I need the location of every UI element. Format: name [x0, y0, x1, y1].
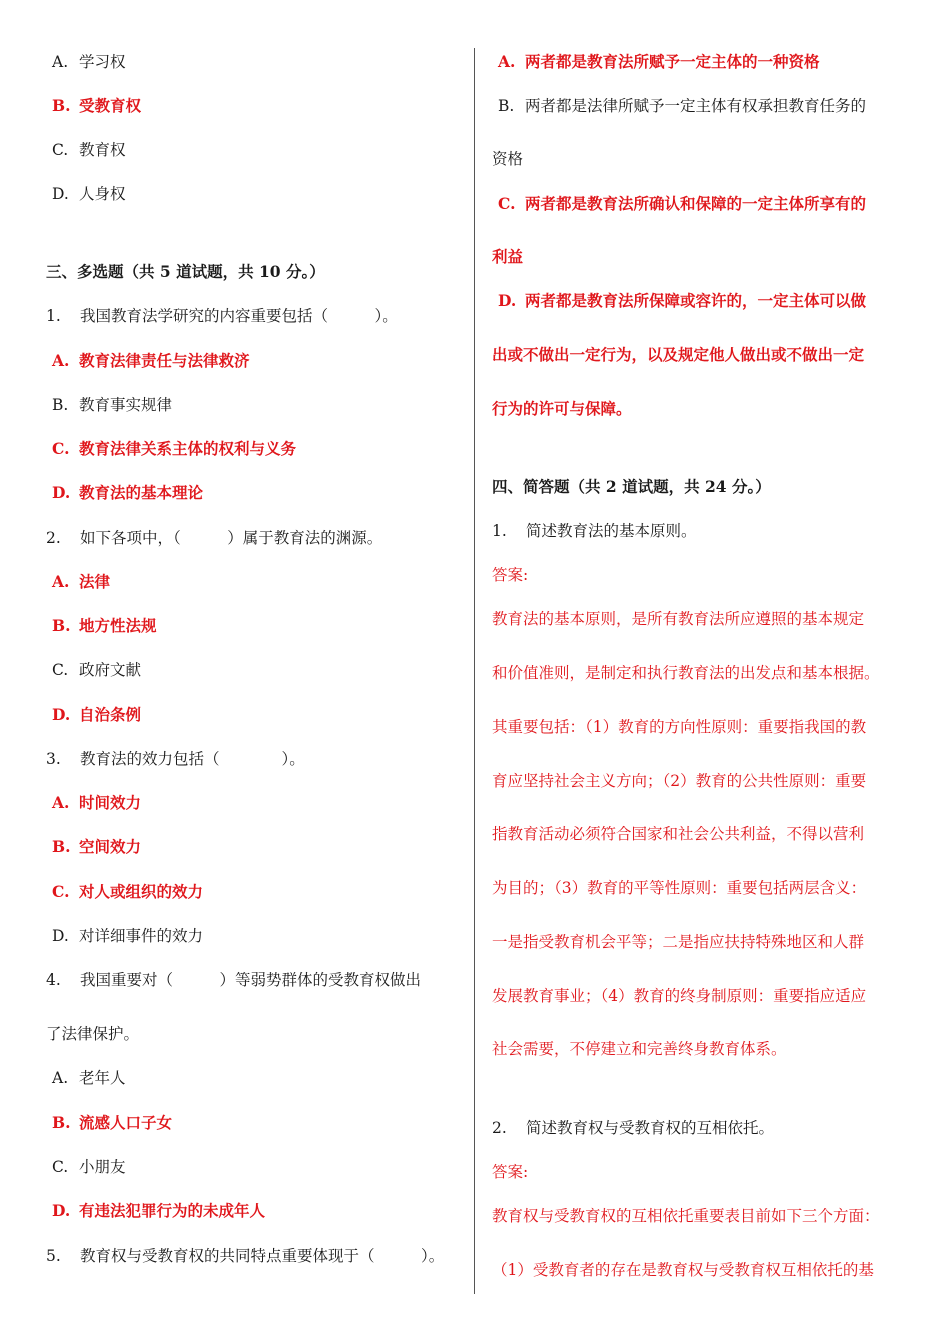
- q4-option-a[interactable]: A. 老年人: [52, 1069, 126, 1087]
- q1-option-c[interactable]: C. 教育法律关系主体的权利与义务: [52, 439, 297, 458]
- option-b-correct[interactable]: B. 受教育权: [52, 96, 142, 115]
- answer-1-line: 社会需要，不停建立和完善终身教育体系。: [492, 1040, 787, 1058]
- answer-2-line: 教育权与受教育权的互相依托重要表目前如下三个方面：: [492, 1207, 880, 1225]
- answer-1-line: 育应坚持社会主义方向；（2）教育的公共性原则：重要: [492, 772, 867, 790]
- q2-option-c[interactable]: C. 政府文献: [52, 661, 142, 679]
- q2-option-b[interactable]: B. 地方性法规: [52, 616, 157, 635]
- question-5: 5. 教育权与受教育权的共同特点重要体现于（ ）。: [46, 1247, 445, 1265]
- short-question-1: 1. 简述教育法的基本原则。: [492, 522, 697, 540]
- q4-option-b[interactable]: B. 流感人口子女: [52, 1113, 173, 1132]
- question-2: 2. 如下各项中，（ ）属于教育法的渊源。: [46, 529, 383, 547]
- q5-option-c-continued: 利益: [492, 247, 524, 266]
- q4-option-d[interactable]: D. 有违法犯罪行为的未成年人: [52, 1201, 266, 1220]
- right-column: [492, 0, 914, 1344]
- q3-option-c[interactable]: C. 对人或组织的效力: [52, 882, 204, 901]
- column-divider: [474, 48, 475, 1294]
- q1-option-a[interactable]: A. 教育法律责任与法律救济: [52, 351, 250, 370]
- answer-label-1: 答案:: [492, 566, 529, 584]
- answer-2-line: （1）受教育者的存在是教育权与受教育权互相依托的基: [492, 1261, 874, 1279]
- q5-option-c[interactable]: C. 两者都是教育法所确认和保障的一定主体所享有的: [498, 194, 867, 213]
- option-d[interactable]: D. 人身权: [52, 185, 126, 203]
- q3-option-d[interactable]: D. 对详细事件的效力: [52, 927, 204, 945]
- question-1: 1. 我国教育法学研究的内容重要包括（ ）。: [46, 307, 398, 325]
- q2-option-d[interactable]: D. 自治条例: [52, 705, 142, 724]
- question-4: 4. 我国重要对（ ）等弱势群体的受教育权做出: [46, 971, 422, 989]
- q1-option-b[interactable]: B. 教育事实规律: [52, 396, 173, 414]
- q5-option-b-continued: 资格: [492, 150, 524, 168]
- q5-option-b[interactable]: B. 两者都是法律所赋予一定主体有权承担教育任务的: [498, 97, 867, 115]
- answer-1-line: 一是指受教育机会平等；二是指应扶持特殊地区和人群: [492, 933, 865, 951]
- q5-option-d-continued-2: 行为的许可与保障。: [492, 399, 632, 418]
- section-heading-short-answer: 四、简答题（共 2 道试题，共 24 分。）: [492, 477, 771, 496]
- q5-option-d[interactable]: D. 两者都是教育法所保障或容许的，一定主体可以做: [498, 291, 867, 310]
- left-column: [46, 0, 466, 1344]
- short-question-2: 2. 简述教育权与受教育权的互相依托。: [492, 1119, 775, 1137]
- q3-option-b[interactable]: B. 空间效力: [52, 837, 142, 856]
- answer-1-line: 教育法的基本原则，是所有教育法所应遵照的基本规定: [492, 610, 865, 628]
- answer-1-line: 为目的；（3）教育的平等性原则：重要包括两层含义：: [492, 879, 867, 897]
- answer-1-line: 和价值准则，是制定和执行教育法的出发点和基本根据。: [492, 664, 880, 682]
- answer-1-line: 发展教育事业；（4）教育的终身制原则：重要指应适应: [492, 987, 867, 1005]
- answer-1-line: 指教育活动必须符合国家和社会公共利益，不得以营利: [492, 825, 865, 843]
- answer-label-2: 答案:: [492, 1163, 529, 1181]
- question-4-continued: 了法律保护。: [46, 1025, 140, 1043]
- q3-option-a[interactable]: A. 时间效力: [52, 793, 142, 812]
- q4-option-c[interactable]: C. 小朋友: [52, 1158, 126, 1176]
- section-heading-multiple-choice: 三、多选题（共 5 道试题，共 10 分。）: [46, 262, 325, 281]
- q2-option-a[interactable]: A. 法律: [52, 572, 111, 591]
- option-a[interactable]: A. 学习权: [52, 53, 126, 71]
- q5-option-d-continued-1: 出或不做出一定行为，以及规定他人做出或不做出一定: [492, 345, 865, 364]
- answer-1-line: 其重要包括：（1）教育的方向性原则：重要指我国的教: [492, 718, 867, 736]
- q5-option-a[interactable]: A. 两者都是教育法所赋予一定主体的一种资格: [498, 52, 820, 71]
- q1-option-d[interactable]: D. 教育法的基本理论: [52, 483, 204, 502]
- question-3: 3. 教育法的效力包括（ ）。: [46, 750, 305, 768]
- option-c[interactable]: C. 教育权: [52, 141, 126, 159]
